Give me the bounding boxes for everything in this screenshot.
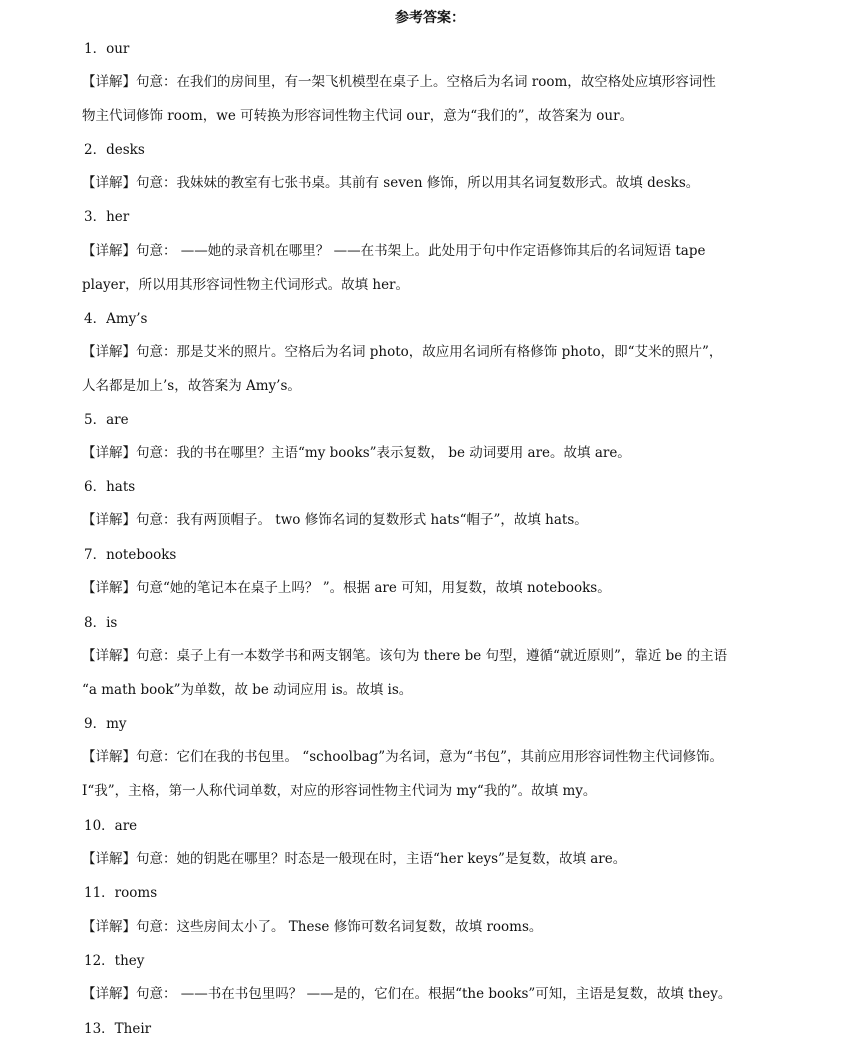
answer-detail-10-line-1: 【详解】句意：她的钥匙在哪里？时态是一般现在时，主语“her keys”是复数，故填 are。: [82, 851, 627, 867]
answer-label-6: 6．hats: [84, 479, 136, 495]
answer-detail-9-line-2: I“我”，主格，第一人称代词单数，对应的形容词性物主代词为 my“我的”。故填 my。: [82, 783, 597, 799]
answer-label-3: 3．her: [84, 209, 130, 225]
answer-label-4: 4．Amy’s: [84, 311, 148, 327]
answer-detail-12-line-1: 【详解】句意： ——书在书包里吗？ ——是的，它们在。根据“the books”可知，主语是复数，故填 they。: [82, 986, 732, 1002]
answer-detail-4-line-1: 【详解】句意：那是艾米的照片。空格后为名词 photo，故应用名词所有格修饰 photo，即“艾米的照片”，: [82, 344, 723, 360]
answer-detail-7-line-1: 【详解】句意“她的笔记本在桌子上吗？ ”。根据 are 可知，用复数，故填 notebooks。: [82, 580, 611, 596]
answer-label-1: 1．our: [84, 41, 130, 57]
answer-detail-8-line-1: 【详解】句意：桌子上有一本数学书和两支钢笔。该句为 there be 句型，遵循“就近原则”，靠近 be 的主语: [82, 648, 728, 664]
page-title: 参考答案：: [395, 10, 465, 26]
answer-label-12: 12．they: [84, 953, 145, 969]
answer-label-7: 7．notebooks: [84, 547, 177, 563]
answer-label-9: 9．my: [84, 716, 127, 732]
answer-detail-1-line-1: 【详解】句意：在我们的房间里，有一架飞机模型在桌子上。空格后为名词 room，故空格处应填形容词性: [82, 74, 716, 90]
answer-label-8: 8．is: [84, 615, 118, 631]
answer-label-2: 2．desks: [84, 142, 145, 158]
answer-detail-11-line-1: 【详解】句意：这些房间太小了。 These 修饰可数名词复数，故填 rooms。: [82, 919, 543, 935]
answer-label-11: 11．rooms: [84, 885, 158, 901]
answer-detail-6-line-1: 【详解】句意：我有两顶帽子。 two 修饰名词的复数形式 hats“帽子”，故填 hats。: [82, 512, 588, 528]
answer-detail-5-line-1: 【详解】句意：我的书在哪里？主语“my books”表示复数， be 动词要用 are。故填 are。: [82, 445, 631, 461]
answer-detail-2-line-1: 【详解】句意：我妹妹的教室有七张书桌。其前有 seven 修饰，所以用其名词复数形式。故填 desks。: [82, 175, 700, 191]
answer-label-5: 5．are: [84, 412, 129, 428]
answer-detail-4-line-2: 人名都是加上’s，故答案为 Amy’s。: [82, 378, 301, 394]
answer-detail-8-line-2: “a math book”为单数，故 be 动词应用 is。故填 is。: [82, 682, 413, 698]
answer-label-10: 10．are: [84, 818, 138, 834]
answer-detail-9-line-1: 【详解】句意：它们在我的书包里。 “schoolbag”为名词，意为“书包”，其前应用形容词性物主代词修饰。: [82, 749, 723, 765]
answer-detail-1-line-2: 物主代词修饰 room，we 可转换为形容词性物主代词 our，意为“我们的”，故答案为 our。: [82, 108, 634, 124]
answer-detail-3-line-1: 【详解】句意： ——她的录音机在哪里？ ——在书架上。此处用于句中作定语修饰其后的名词短语 tape: [82, 243, 706, 259]
answer-label-13: 13．Their: [84, 1021, 152, 1037]
answer-detail-3-line-2: player，所以用其形容词性物主代词形式。故填 her。: [82, 277, 410, 293]
